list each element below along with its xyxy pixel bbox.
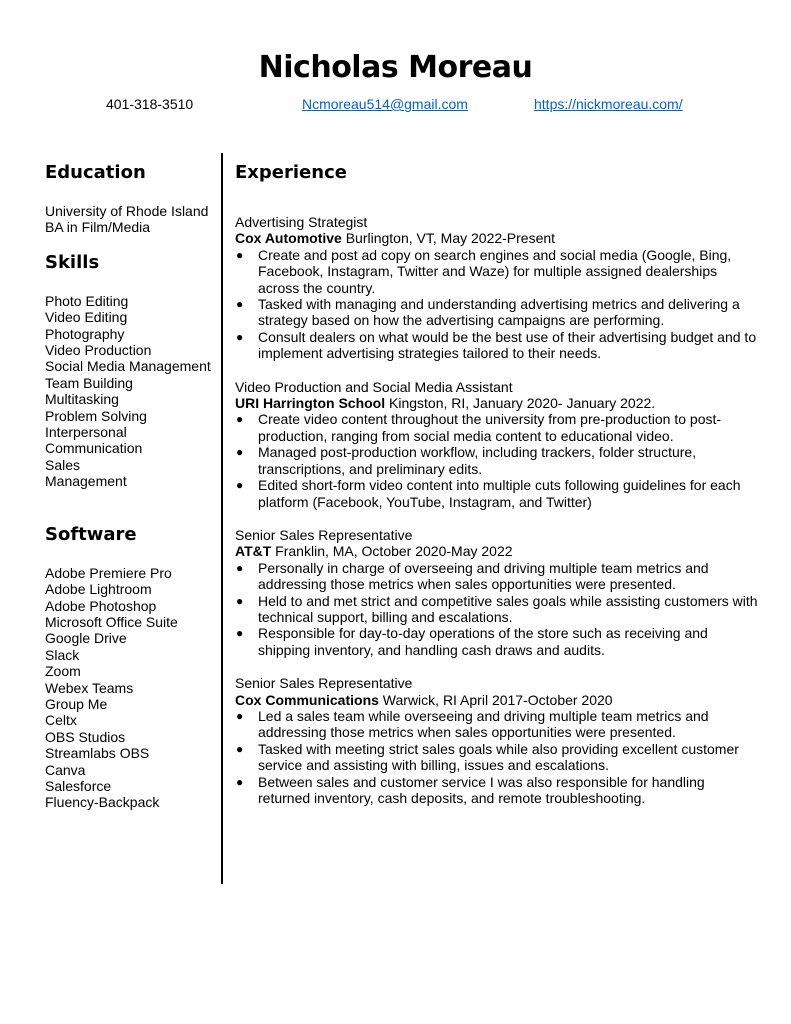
job-bullet (235, 625, 760, 658)
bullet-icon: ● (236, 774, 244, 789)
job-bullet-text: Edited short-form video content into multiple cuts following guidelines for each platform (Facebook, YouTube, Instagram, and Twitter) (258, 477, 741, 510)
job-company: AT&T (235, 543, 272, 560)
job-employer-line (235, 543, 760, 559)
job-bullet (235, 444, 760, 477)
software-item: Fluency-Backpack (45, 794, 160, 811)
left-column (45, 160, 217, 811)
job-location-dates: Kingston, RI, January 2020- January 2022. (385, 395, 656, 412)
skill-item: Photography (45, 325, 125, 342)
experience-list (235, 214, 760, 806)
job-company: Cox Automotive (235, 230, 342, 247)
software-item: Zoom (45, 663, 81, 680)
skills-list (45, 293, 217, 490)
job-location-dates: Warwick, RI April 2017-October 2020 (378, 691, 613, 708)
software-item: Group Me (45, 695, 108, 712)
education-section (45, 203, 217, 236)
bullet-icon: ● (236, 560, 244, 575)
job-bullet (235, 477, 760, 510)
job-bullet-text: Held to and met strict and competitive sales goals while assisting customers with technical support, billing and escalations. (258, 592, 758, 625)
bullet-icon: ● (236, 445, 244, 460)
software-item: Google Drive (45, 630, 127, 647)
education-heading: Education (45, 162, 146, 183)
skill-item: Social Media Management (45, 358, 211, 375)
software-item: Adobe Photoshop (45, 597, 157, 614)
job-bullet (235, 560, 760, 593)
job-title: Advertising Strategist (235, 214, 368, 230)
job-bullets (235, 560, 760, 658)
software-item: Adobe Lightroom (45, 581, 152, 598)
job-employer-line (235, 692, 760, 708)
skill-item: Interpersonal (45, 424, 127, 441)
education-line: University of Rhode Island (45, 203, 209, 219)
job-title: Senior Sales Representative (235, 526, 413, 543)
skill-item: Video Editing (45, 309, 128, 326)
email-link[interactable]: Ncmoreau514@gmail.com (302, 96, 468, 112)
experience-heading: Experience (235, 162, 347, 183)
job-location-dates: Burlington, VT, May 2022-Present (341, 230, 556, 247)
website-link[interactable]: https://nickmoreau.com/ (534, 96, 683, 112)
education-line: BA in Film/Media (45, 219, 151, 236)
bullet-icon: ● (236, 626, 244, 641)
skill-item: Problem Solving (45, 407, 147, 424)
job-bullet-text: Between sales and customer service I was also responsible for handling returned inventory, cash deposits, and remote troubleshooting. (258, 773, 705, 806)
skill-item: Team Building (45, 374, 133, 391)
software-item: Adobe Premiere Pro (45, 564, 172, 581)
job-bullets (235, 411, 760, 509)
job-location-dates: Franklin, MA, October 2020-May 2022 (271, 543, 513, 560)
skill-item: Multitasking (45, 391, 119, 408)
bullet-icon: ● (236, 297, 244, 312)
job-bullet (235, 774, 760, 807)
skill-item: Communication (45, 440, 143, 457)
bullet-icon: ● (236, 478, 244, 493)
job-bullet (235, 708, 760, 741)
job-bullet (235, 741, 760, 774)
software-item: Salesforce (45, 777, 112, 794)
job-company: URI Harrington School (235, 395, 386, 412)
job-entry (235, 675, 760, 806)
job-bullet-text: Tasked with managing and understanding advertising metrics and delivering a strategy based on how the advertising campaigns are performing. (258, 296, 740, 329)
skill-item: Photo Editing (45, 292, 129, 309)
software-item: Celtx (45, 712, 77, 729)
software-item: Slack (45, 646, 80, 663)
bullet-icon: ● (236, 593, 244, 608)
bullet-icon: ● (236, 329, 244, 344)
job-bullet-text: Personally in charge of overseeing and driving multiple team metrics and addressing those metrics when sales opportunities were presented. (258, 559, 709, 593)
skill-item: Sales (45, 456, 81, 473)
job-bullets (235, 708, 760, 806)
software-item: Canva (45, 761, 86, 778)
candidate-name: Nicholas Moreau (258, 50, 533, 85)
job-bullet-text: Create video content throughout the university from pre-production to post-production, ranging from social media content to educational video. (258, 411, 722, 444)
job-company: Cox Communications (235, 691, 379, 708)
job-bullet-text: Consult dealers on what would be the best use of their advertising budget and to implement advertising strategies tailored to their needs. (258, 328, 757, 362)
job-employer-line (235, 395, 760, 411)
job-bullet (235, 411, 760, 444)
job-bullet (235, 296, 760, 329)
software-item: Webex Teams (45, 679, 134, 696)
job-bullet-text: Managed post-production workflow, including trackers, folder structure, transcriptions, and preliminary edits. (258, 444, 697, 477)
skill-item: Video Production (45, 342, 152, 359)
skill-item: Management (45, 473, 127, 490)
job-bullet-text: Led a sales team while overseeing and driving multiple team metrics and addressing those metrics when sales opportunities were presented. (258, 707, 709, 741)
job-entry (235, 527, 760, 658)
job-title: Senior Sales Representative (235, 675, 413, 692)
job-entry (235, 379, 760, 510)
software-item: OBS Studios (45, 728, 126, 745)
software-item: Microsoft Office Suite (45, 613, 178, 630)
bullet-icon: ● (236, 708, 244, 723)
job-bullet (235, 593, 760, 626)
software-list (45, 565, 217, 811)
skills-heading: Skills (45, 251, 100, 273)
job-title: Video Production and Social Media Assistant (235, 378, 513, 395)
column-divider (221, 153, 223, 884)
job-bullet (235, 329, 760, 362)
job-bullet-text: Responsible for day-to-day operations of the store such as receiving and shipping inventory, and handling cash draws and audits. (258, 625, 708, 658)
right-column (235, 160, 760, 806)
bullet-icon: ● (236, 741, 244, 756)
software-heading: Software (45, 523, 137, 545)
job-bullet-text: Create and post ad copy on search engines and social media (Google, Bing, Facebook, Instagram, Twitter and Waze) for multiple assigned dealerships across the country. (258, 246, 732, 296)
job-bullet-text: Tasked with meeting strict sales goals while also providing excellent customer service and assisting with billing, issues and escalations. (258, 740, 739, 774)
software-item: Streamlabs OBS (45, 745, 150, 762)
phone-number: 401-318-3510 (106, 96, 194, 112)
job-bullet (235, 247, 760, 296)
bullet-icon: ● (236, 412, 244, 427)
job-employer-line (235, 230, 760, 246)
job-entry (235, 214, 760, 362)
job-bullets (235, 247, 760, 362)
bullet-icon: ● (236, 247, 244, 262)
